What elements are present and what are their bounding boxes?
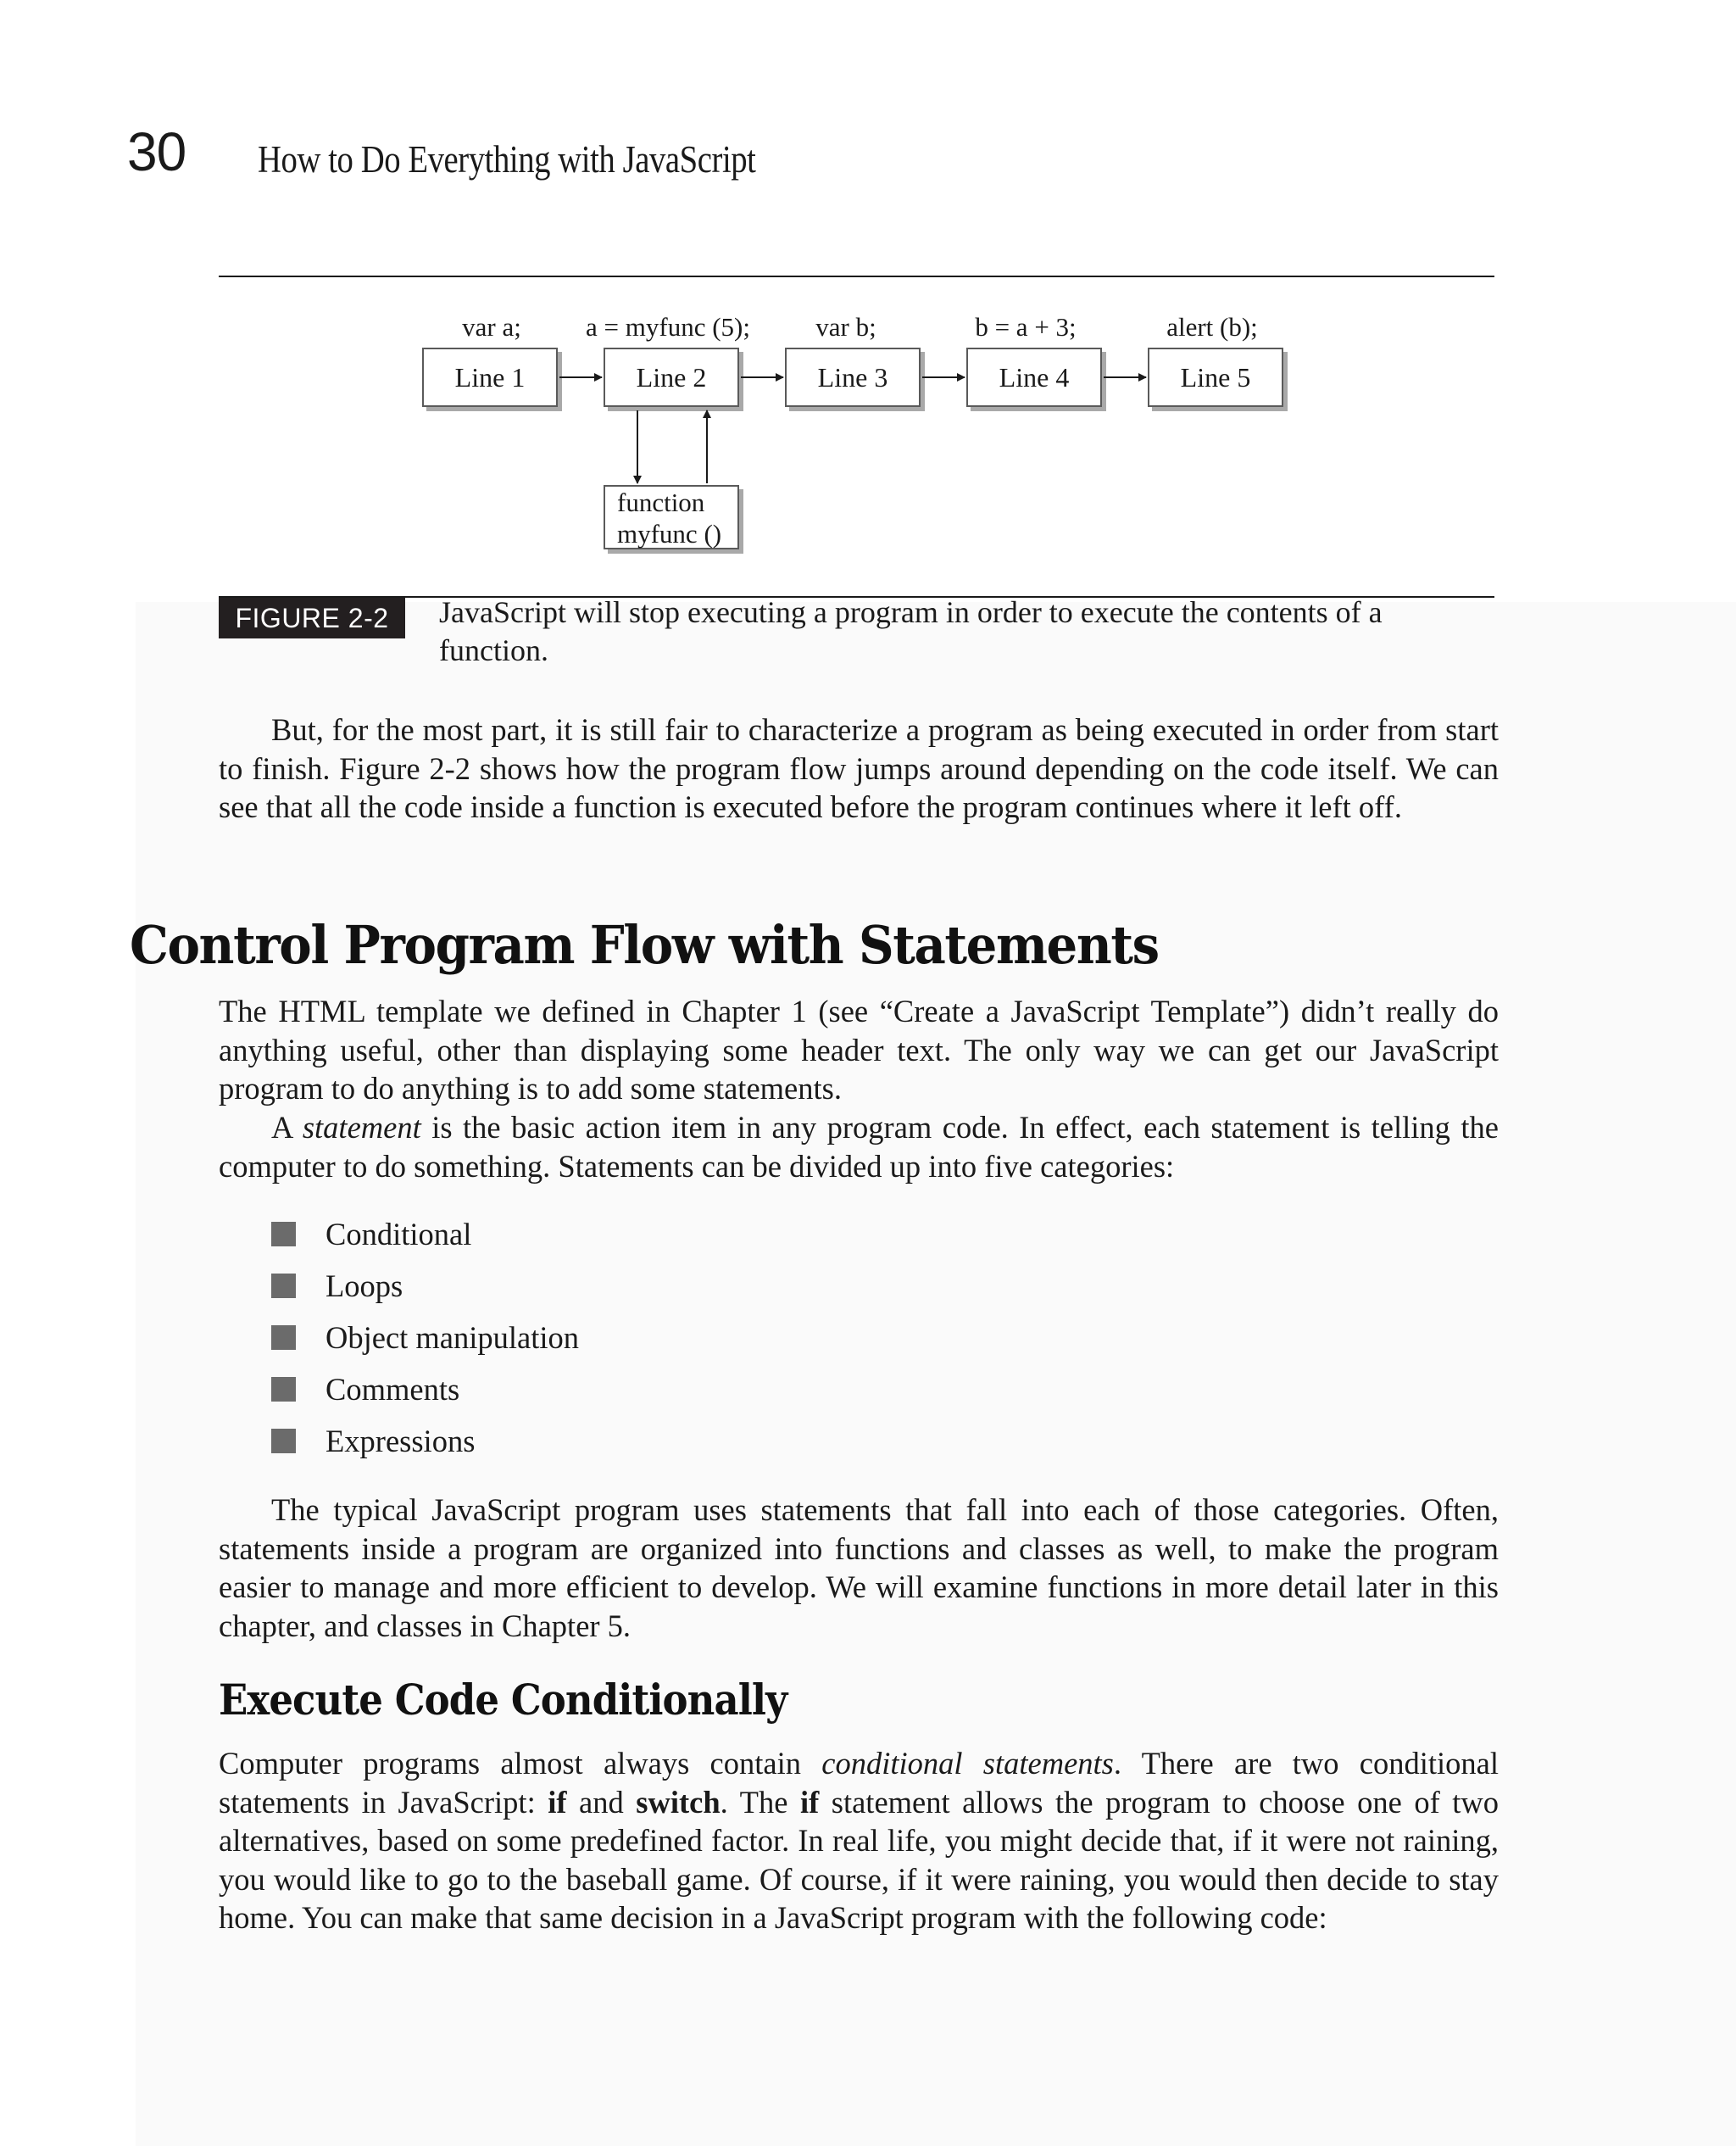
- list-item: [271, 1260, 579, 1312]
- heading-execute-conditionally: Execute Code Conditionally: [219, 1675, 787, 1725]
- figure-caption: JavaScript will stop executing a program in order to execute the contents of a function.: [439, 595, 1383, 667]
- paragraph-conditional-statements: [219, 1744, 1499, 1937]
- p5-text-a: Computer programs almost always contain: [219, 1746, 822, 1781]
- list-item-label: Comments: [326, 1372, 460, 1407]
- p5-text-d: . The: [720, 1784, 800, 1820]
- code-label-5: alert (b);: [1166, 312, 1258, 342]
- page-number: 30: [127, 121, 186, 182]
- code-label-3: var b;: [815, 312, 876, 342]
- list-item-label: Expressions: [326, 1424, 476, 1458]
- flow-box-line-1: Line 1: [422, 348, 558, 407]
- bullet-square-icon: [271, 1429, 296, 1453]
- list-item: [271, 1363, 579, 1415]
- code-label-4: b = a + 3;: [975, 312, 1077, 342]
- p5-text-c: and: [566, 1784, 637, 1820]
- code-label-2: a = myfunc (5);: [586, 312, 750, 342]
- flow-box-line-5: Line 5: [1148, 348, 1283, 407]
- paragraph-typical-program: The typical JavaScript program uses statements that fall into each of those categories. Often, statements inside a program are organized into functions and classes as well, to make the program easier to manage and more efficient to develop. We will examine functions in more detail later in this chapter, and classes in Chapter 5.: [219, 1492, 1499, 1643]
- flow-box-line-2: Line 2: [604, 348, 739, 407]
- term-conditional-statements: conditional statements: [821, 1746, 1114, 1781]
- bullet-square-icon: [271, 1325, 296, 1350]
- list-item-label: Object manipulation: [326, 1320, 580, 1355]
- flow-box-line-3: Line 3: [785, 348, 921, 407]
- statement-categories-list: [271, 1208, 579, 1467]
- paragraph-program-flow: But, for the most part, it is still fair to characterize a program as being executed in order from start to finish. Figure 2-2 shows how the program flow jumps around depending on the code itself. We can see that all the code inside a function is executed before the program continues where it left off.: [219, 712, 1499, 824]
- paragraph-html-template: The HTML template we defined in Chapter 1 (see “Create a JavaScript Template”) didn’t really do anything useful, other than displaying some header text. The only way we can get our JavaScript program to do anything is to add some statements.: [219, 994, 1499, 1106]
- bullet-square-icon: [271, 1222, 296, 1246]
- bullet-square-icon: [271, 1274, 296, 1298]
- running-title: How to Do Everything with JavaScript: [258, 138, 756, 181]
- p3-prefix: A: [271, 1110, 303, 1145]
- list-item-label: Loops: [326, 1268, 403, 1303]
- list-item: [271, 1208, 579, 1260]
- term-statement: statement: [302, 1110, 421, 1145]
- flow-box-line-4: Line 4: [966, 348, 1102, 407]
- list-item: [271, 1312, 579, 1363]
- keyword-switch: switch: [636, 1784, 721, 1820]
- figure-label: FIGURE 2-2: [219, 598, 405, 638]
- bullet-square-icon: [271, 1377, 296, 1402]
- keyword-if: if: [548, 1784, 567, 1820]
- p5-text-e: statement allows the program to choose one of two alternatives, based on some predefined factor. In real life, you might decide that, if it were not raining, you would like to go to the baseball game. Of course, if it were raining, you would then decide to stay home. You can make that same decision in a JavaScript program with the following code:: [219, 1784, 1499, 1935]
- list-item: [271, 1415, 579, 1467]
- keyword-if: if: [799, 1784, 820, 1820]
- list-item-label: Conditional: [326, 1217, 472, 1251]
- p3-rest: is the basic action item in any program code. In effect, each statement is telling the computer to do something. Statements can be divided up into five categories:: [219, 1110, 1499, 1184]
- function-box-line-1: function: [617, 488, 705, 517]
- flow-arrows: [0, 0, 1736, 594]
- function-box-line-2: myfunc (): [617, 519, 722, 549]
- code-label-1: var a;: [462, 312, 521, 342]
- paragraph-statement-definition: [219, 1108, 1499, 1185]
- p5-text-b: . There are two conditional statements in JavaScript:: [219, 1746, 1499, 1820]
- heading-control-program-flow: Control Program Flow with Statements: [130, 914, 1159, 976]
